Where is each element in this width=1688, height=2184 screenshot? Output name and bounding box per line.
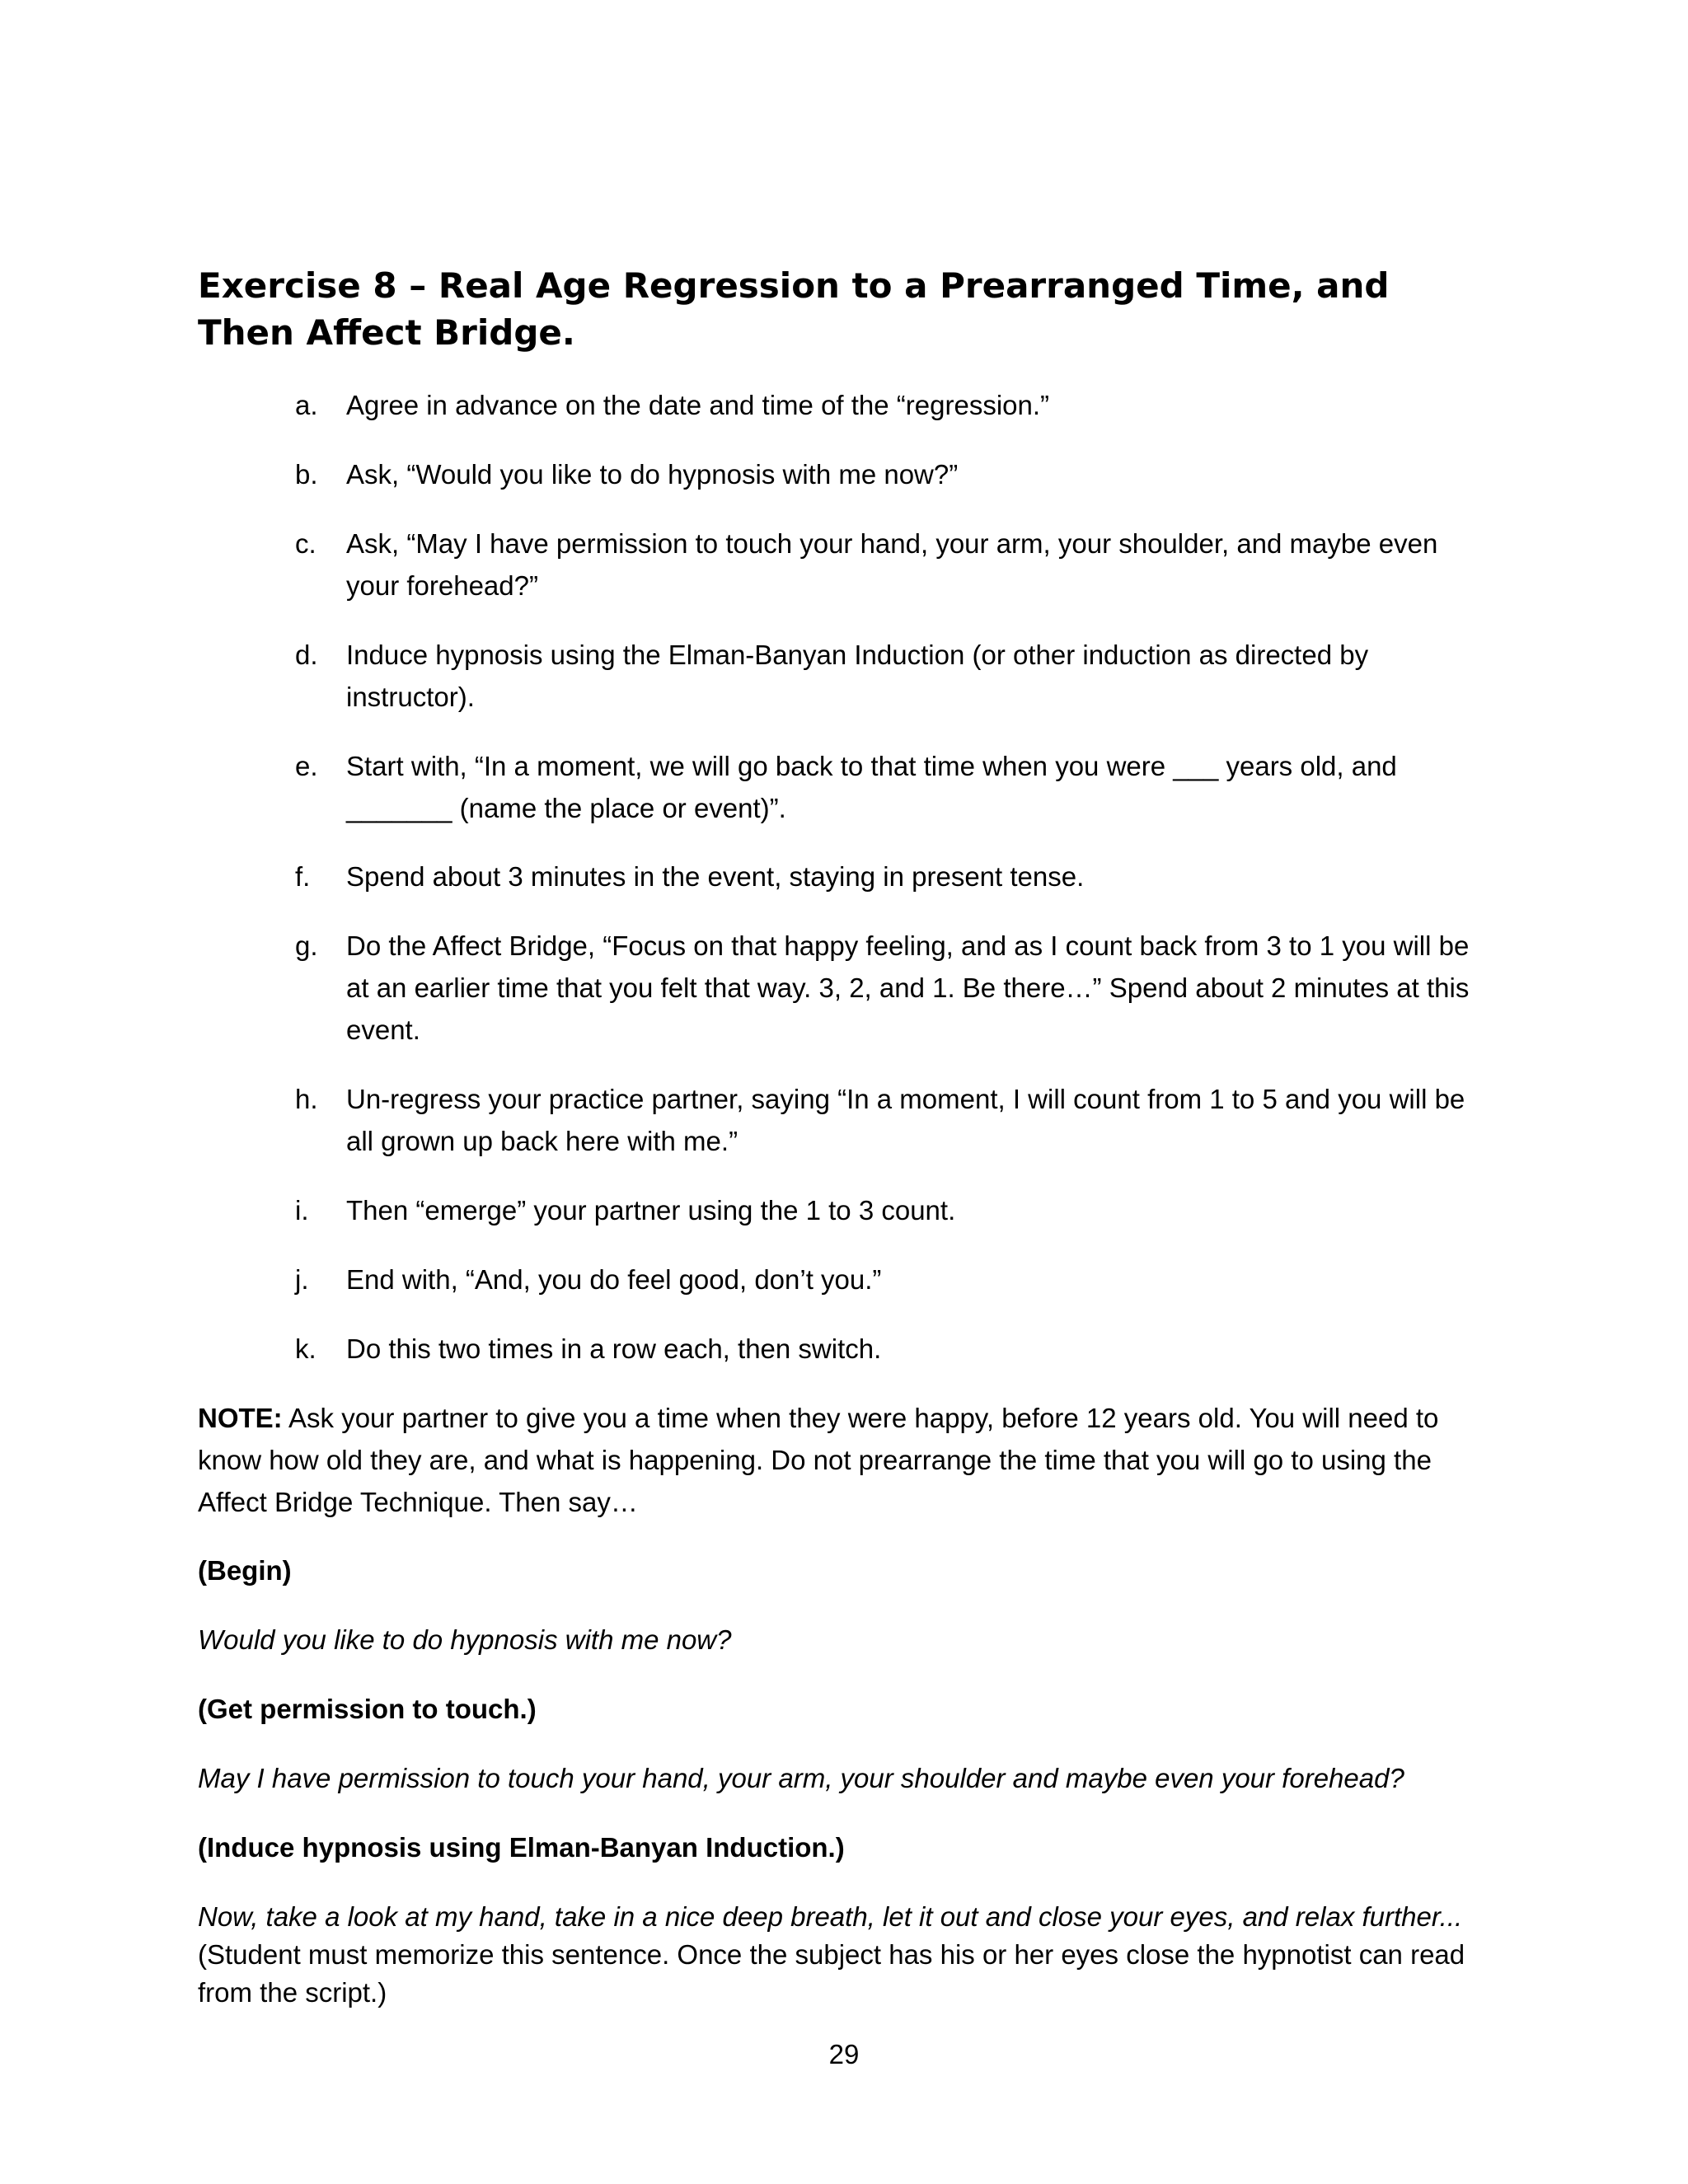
list-item-text: Ask, “May I have permission to touch your hand, your arm, your shoulder, and maybe even your forehead?” [346, 528, 1438, 601]
list-item [295, 453, 1482, 495]
list-item [295, 1258, 1482, 1301]
list-marker: g. [295, 930, 318, 961]
script-line-induction [198, 1898, 1484, 2012]
list-item-text: Do this two times in a row each, then switch. [346, 1333, 882, 1364]
note-label: NOTE: [198, 1403, 283, 1433]
list-item [295, 523, 1482, 607]
list-marker: c. [295, 528, 316, 559]
list-marker: j. [295, 1264, 309, 1295]
list-marker: e. [295, 751, 318, 781]
list-item [295, 855, 1482, 898]
list-item [295, 1328, 1482, 1370]
list-item [295, 745, 1482, 829]
note-paragraph [198, 1397, 1484, 1523]
list-item-text: Induce hypnosis using the Elman-Banyan Induction (or other induction as directed by instructor). [346, 640, 1369, 712]
list-item-text: End with, “And, you do feel good, don’t you.” [346, 1264, 882, 1295]
induction-sentence: Now, take a look at my hand, take in a nice deep breath, let it out and close your eyes, and relax further... [198, 1901, 1463, 1932]
exercise-title: Exercise 8 – Real Age Regression to a Prearranged Time, and Then Affect Bridge. [198, 265, 1390, 353]
note-text: Ask your partner to give you a time when they were happy, before 12 years old. You will need to know how old they are, and what is happening. Do not prearrange the time that you will go to using the Affect Bridge Technique. Then say… [198, 1403, 1439, 1517]
cue-induce-hypnosis: (Induce hypnosis using Elman-Banyan Induction.) [198, 1832, 845, 1863]
script-line-permission-question: May I have permission to touch your hand, your arm, your shoulder and maybe even your forehead? [198, 1763, 1404, 1793]
list-item-text: Agree in advance on the date and time of the “regression.” [346, 390, 1050, 420]
list-item-text: Do the Affect Bridge, “Focus on that happy feeling, and as I count back from 3 to 1 you will be at an earlier time that you felt that way. 3, 2, and 1. Be there…” Spend about 2 minutes at this event. [346, 930, 1470, 1045]
list-item [295, 1078, 1482, 1162]
script-line-hypnosis-question: Would you like to do hypnosis with me now? [198, 1624, 732, 1655]
cue-begin: (Begin) [198, 1555, 292, 1586]
list-marker: f. [295, 861, 311, 892]
list-marker: i. [295, 1195, 309, 1226]
induction-instruction: (Student must memorize this sentence. Once the subject has his or her eyes close the hypnotist can read from the script.) [198, 1939, 1465, 2008]
list-item-text: Start with, “In a moment, we will go back to that time when you were ___ years old, and _______ (name the place or event)”. [346, 751, 1397, 823]
list-marker: a. [295, 390, 318, 420]
list-item [295, 384, 1482, 426]
list-item-text: Then “emerge” your partner using the 1 to 3 count. [346, 1195, 956, 1226]
list-marker: b. [295, 459, 318, 490]
list-item [295, 1189, 1482, 1231]
page-number: 29 [828, 2039, 860, 2069]
list-item [295, 925, 1482, 1051]
list-item [295, 634, 1482, 718]
list-item-text: Spend about 3 minutes in the event, staying in present tense. [346, 861, 1085, 892]
list-marker: h. [295, 1084, 318, 1114]
list-item-text: Un-regress your practice partner, saying “In a moment, I will count from 1 to 5 and you will be all grown up back here with me.” [346, 1084, 1465, 1156]
list-item-text: Ask, “Would you like to do hypnosis with me now?” [346, 459, 959, 490]
list-marker: k. [295, 1333, 316, 1364]
cue-get-permission: (Get permission to touch.) [198, 1694, 537, 1724]
list-marker: d. [295, 640, 318, 670]
